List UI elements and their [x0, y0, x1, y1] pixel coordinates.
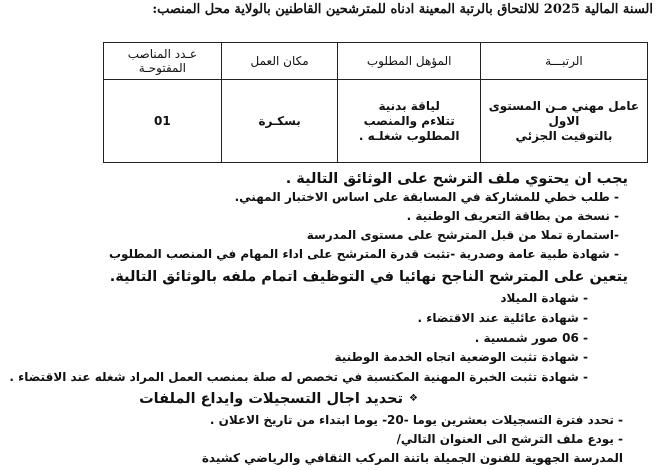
section2-item: - شهادة عائلية عند الاقتضاء . [417, 311, 588, 325]
section1-item: - طلب خطي للمشاركة في المسابقة على اساس الاختبار المهني. [234, 190, 619, 204]
table-header-row [104, 43, 648, 80]
cell-rank [480, 80, 647, 163]
cell-open-posts-count: 01 [104, 80, 222, 163]
section1-item: -استمارة تملا من قبل المترشح على مستوى المدرسة [306, 228, 619, 242]
qual-line3: المطلوب شغلـه . [358, 128, 460, 143]
section3-heading [139, 390, 418, 408]
section2-item: - 06 صور شمسية . [474, 331, 588, 345]
section1-heading: يجب ان يحتوي ملف الترشح على الوثائق التالية . [285, 171, 628, 187]
qual-line1: لياقة بدنية [378, 98, 440, 113]
section3-item: - تحدد فترة التسجيلات بعشرين يوما -20- يوما ابتداء من تاريخ الاعلان . [209, 413, 623, 427]
header-open-posts-line2: المفتوحـة [138, 61, 186, 75]
header-open-posts-line1: عـدد المناصب [127, 47, 198, 61]
diamond-ornament-icon: ❖ [409, 393, 418, 404]
section2-heading: يتعين على المترشح الناجح نهائيا في التوظيف اتمام ملفه بالوثائق التالية. [109, 269, 628, 285]
section2-item: - شهادة تثبت الخبرة المهنية المكتسبة في تخصص له صلة بمنصب العمل المراد شغله عند الاقتضاء . [9, 370, 588, 384]
qual-line2: تتلاءم والمنصب [363, 113, 455, 128]
rank-line1: عامل مهني مـن المستوى الاول [488, 98, 640, 128]
header-qualification: المؤهل المطلوب [338, 43, 480, 80]
section2-item: - شهادة تثبت الوضعية اتجاه الخدمة الوطنية [334, 350, 588, 364]
section2-item: - شهادة الميلاد [500, 291, 588, 305]
section3-item: المدرسة الجهوية للفنون الجميلة باتنة المركب الثقافي والرياضي كشيدة [201, 451, 623, 465]
table-row [104, 80, 648, 163]
header-rank: الرتبـــة [480, 43, 647, 80]
rank-line2: بالتوقيت الجزئي [515, 128, 613, 143]
section1-item: - شهادة طبية عامة وصدرية -تثبت قدرة المترشح على اداء المهام في المنصب المطلوب [108, 247, 619, 261]
intro-line: السنة المالية 2025 للالتحاق بالرتبة المعينة ادناه للمترشحين القاطنين بالولاية محل المنصب: [152, 2, 653, 17]
section1-item: - نسخة من بطاقة التعريف الوطنية . [406, 209, 619, 223]
section3-item: - يودع ملف الترشح الى العنوان التالي/ [396, 432, 623, 446]
posts-table [103, 42, 648, 163]
header-workplace: مكان العمل [221, 43, 338, 80]
header-open-posts [104, 43, 222, 80]
cell-qualification [338, 80, 480, 163]
cell-workplace: بسكـرة [221, 80, 338, 163]
section3-heading-text: تحديد اجال التسجيلات وايداع الملفات [139, 391, 404, 407]
